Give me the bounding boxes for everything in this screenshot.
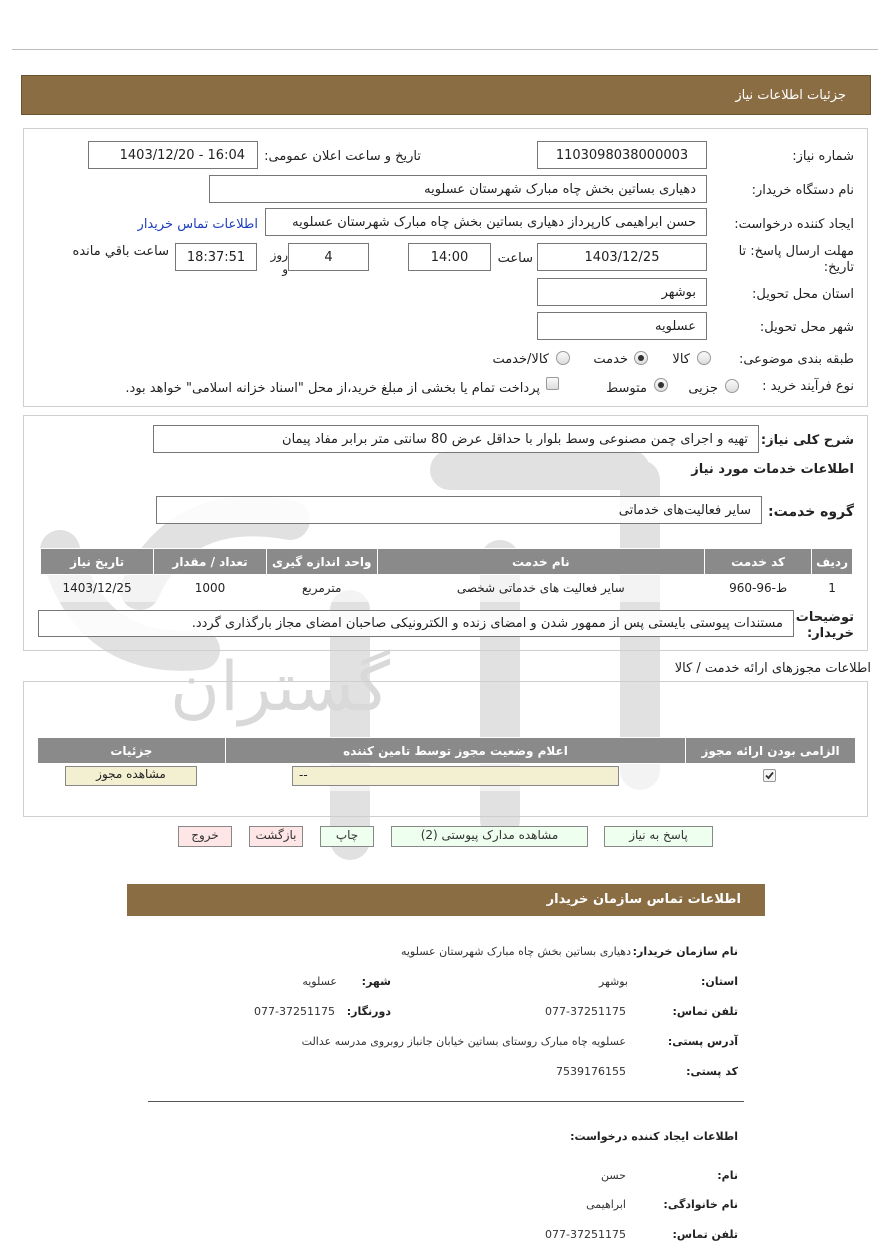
check-icon xyxy=(764,770,775,781)
services-title: اطلاعات خدمات مورد نیاز xyxy=(691,462,854,477)
page-header: جزئیات اطلاعات نیاز xyxy=(21,75,871,115)
contact-province-value: بوشهر xyxy=(598,975,628,988)
payment-note: پرداخت تمام یا بخشی از مبلغ خرید،از محل "اسناد خزانه اسلامی" خواهد بود. xyxy=(125,381,540,396)
contact-postal-value: 7539176155 xyxy=(556,1065,626,1078)
category-radio-goods-service[interactable] xyxy=(556,351,570,365)
contact-header: اطلاعات تماس سازمان خریدار xyxy=(127,884,765,916)
process-option-minor: جزیی xyxy=(688,381,718,396)
creator-name-value: حسن xyxy=(601,1169,626,1182)
creator-family-label: نام خانوادگی: xyxy=(663,1198,738,1211)
permit-required-checkbox[interactable] xyxy=(763,769,776,782)
col-permit-status: اعلام وضعیت مجوز توسط تامین کننده xyxy=(225,738,685,764)
deadline-label: مهلت ارسال پاسخ: تا تاریخ: xyxy=(738,244,854,275)
creator-family-value: ابراهیمی xyxy=(586,1198,626,1211)
contact-city-label: شهر: xyxy=(361,975,391,988)
contact-address-value: عسلویه چاه مبارک روستای بساتین خیابان جانباز روبروی مدرسه عدالت xyxy=(301,1035,626,1048)
creator-phone-label: تلفن تماس: xyxy=(672,1228,738,1241)
print-button[interactable]: چاپ xyxy=(320,826,374,847)
col-permit-details: جزئیات xyxy=(38,738,226,764)
need-number-field: 1103098038000003 xyxy=(537,141,707,169)
contact-divider xyxy=(148,1101,744,1102)
contact-phone-value: 077-37251175 xyxy=(545,1005,626,1018)
col-row: ردیف xyxy=(812,549,853,575)
attachments-button[interactable]: مشاهده مدارک پیوستی (2) xyxy=(391,826,588,847)
exit-button[interactable]: خروج xyxy=(178,826,232,847)
contact-city-value: عسلویه xyxy=(302,975,337,988)
requester-label: ایجاد کننده درخواست: xyxy=(734,217,854,232)
contact-address-label: آدرس پستی: xyxy=(667,1035,738,1048)
announce-label: تاریخ و ساعت اعلان عمومی: xyxy=(264,149,421,164)
cell-row: 1 xyxy=(812,575,853,602)
table-row xyxy=(41,575,853,602)
category-label: طبقه بندی موضوعی: xyxy=(738,352,854,367)
top-divider xyxy=(12,49,878,50)
deadline-date-field: 1403/12/25 xyxy=(537,243,707,271)
remaining-label: ساعت باقي مانده xyxy=(72,244,169,259)
cell-unit: مترمربع xyxy=(266,575,377,602)
col-need-date: تاریخ نیاز xyxy=(41,549,154,575)
services-table-header xyxy=(41,549,853,575)
cell-service-code: ط-96-960 xyxy=(705,575,812,602)
contact-org-value: دهیاری بساتین بخش چاه مبارک شهرستان عسلویه xyxy=(400,945,631,958)
province-field: بوشهر xyxy=(537,278,707,306)
province-label: استان محل تحویل: xyxy=(752,287,854,302)
contact-fax-label: دورنگار: xyxy=(346,1005,391,1018)
creator-title: اطلاعات ایجاد کننده درخواست: xyxy=(570,1130,738,1143)
permits-title: اطلاعات مجوزهای ارائه خدمت / کالا xyxy=(674,661,871,676)
city-field: عسلویه xyxy=(537,312,707,340)
process-label: نوع فرآیند خرید : xyxy=(762,379,854,394)
category-option-goods-service: کالا/خدمت xyxy=(492,352,549,367)
col-service-name: نام خدمت xyxy=(377,549,705,575)
treasury-checkbox[interactable] xyxy=(546,377,559,390)
cell-service-name: سایر فعالیت های خدماتی شخصی xyxy=(377,575,705,602)
buyer-org-field: دهیاری بساتین بخش چاه مبارک شهرستان عسلویه xyxy=(209,175,707,203)
requester-field: حسن ابراهیمی کارپرداز دهیاری بساتین بخش چاه مبارک شهرستان عسلویه xyxy=(265,208,707,236)
city-label: شهر محل تحویل: xyxy=(759,320,854,335)
need-number-label: شماره نیاز: xyxy=(792,149,854,164)
buyer-notes-field: مستندات پیوستی بایستی پس از ممهور شدن و امضای زنده و الکترونیکی صاحبان امضای مجاز بارگذاری گردد. xyxy=(38,610,794,637)
remaining-time-field: 18:37:51 xyxy=(175,243,257,271)
buyer-org-label: نام دستگاه خریدار: xyxy=(751,183,854,198)
cell-quantity: 1000 xyxy=(154,575,267,602)
permits-table-header xyxy=(38,738,856,764)
process-radio-minor[interactable] xyxy=(725,379,739,393)
process-radio-medium[interactable] xyxy=(654,378,668,392)
contact-org-label: نام سازمان خریدار: xyxy=(632,945,738,958)
col-unit: واحد اندازه گیری xyxy=(266,549,377,575)
category-radio-service[interactable] xyxy=(634,351,648,365)
contact-phone-label: تلفن تماس: xyxy=(672,1005,738,1018)
view-permit-button[interactable]: مشاهده مجوز xyxy=(65,766,197,786)
reply-button[interactable]: پاسخ به نیاز xyxy=(604,826,713,847)
deadline-time-field: 14:00 xyxy=(408,243,491,271)
announce-date-field: 1403/12/20 - 16:04 xyxy=(88,141,258,169)
contact-province-label: استان: xyxy=(701,975,738,988)
watermark-text: گستران xyxy=(170,648,390,727)
contact-postal-label: کد پستی: xyxy=(686,1065,738,1078)
buyer-notes-label: توضیحات خریدار: xyxy=(795,610,854,641)
cell-need-date: 1403/12/25 xyxy=(41,575,154,602)
days-field: 4 xyxy=(288,243,369,271)
creator-name-label: نام: xyxy=(717,1169,738,1182)
col-service-code: کد خدمت xyxy=(705,549,812,575)
contact-fax-value: 077-37251175 xyxy=(254,1005,335,1018)
days-label: روز و xyxy=(270,248,288,276)
back-button[interactable]: بازگشت xyxy=(249,826,303,847)
category-option-service: خدمت xyxy=(593,352,628,367)
creator-phone-value: 077-37251175 xyxy=(545,1228,626,1241)
buyer-contact-link[interactable]: اطلاعات تماس خریدار xyxy=(137,217,258,232)
summary-field: تهیه و اجرای چمن مصنوعی وسط بلوار با حداقل عرض 80 سانتی متر برابر مفاد پیمان xyxy=(153,425,759,453)
service-group-label: گروه خدمت: xyxy=(768,504,854,520)
service-group-field: سایر فعالیت‌های خدماتی xyxy=(156,496,762,524)
permit-status-field[interactable]: -- xyxy=(292,766,619,786)
process-option-medium: متوسط xyxy=(606,381,647,396)
category-option-goods: کالا xyxy=(672,352,690,367)
summary-label: شرح کلی نیاز: xyxy=(760,433,854,448)
category-radio-goods[interactable] xyxy=(697,351,711,365)
col-permit-required: الزامی بودن ارائه مجوز xyxy=(686,738,856,764)
services-table xyxy=(40,548,853,602)
col-quantity: تعداد / مقدار xyxy=(154,549,267,575)
time-label: ساعت xyxy=(497,251,533,266)
